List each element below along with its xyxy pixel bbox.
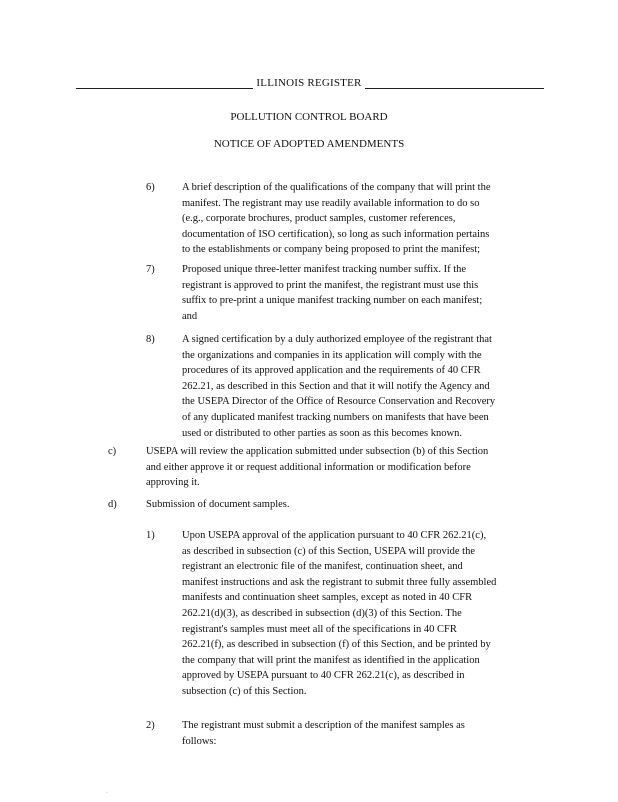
item-text xyxy=(182,718,572,749)
item-text xyxy=(182,262,562,324)
notice-title: NOTICE OF ADOPTED AMENDMENTS xyxy=(213,138,405,150)
text-line: Submission of document samples. xyxy=(146,499,290,510)
text-line: follows: xyxy=(182,735,217,747)
item-text xyxy=(182,180,562,258)
text-line: documentation of ISO certification), so long as such information pertains xyxy=(182,228,490,240)
text-line: the company that will print the manifest as identified in the application xyxy=(182,654,480,666)
text-line: suffix to pre-print a unique manifest tracking number on each manifest; xyxy=(182,295,483,307)
item-number: c) xyxy=(108,446,117,457)
item-number: 2) xyxy=(146,720,155,731)
text-line: procedures of its approved application and the requirements of 40 CFR xyxy=(182,365,481,377)
text-line: 262.21(d)(3), as described in subsection (d)(3) of this Section. The xyxy=(182,607,462,619)
text-line: as described in subsection (c) of this Section, USEPA will provide the xyxy=(182,545,475,557)
item-text xyxy=(146,497,566,513)
text-line: and xyxy=(182,310,198,322)
text-line: manifests and continuation sheet samples, except as noted in 40 CFR xyxy=(182,592,473,604)
text-line: used or distributed to other parties as soon as this becomes known. xyxy=(182,427,462,439)
text-line: approving it. xyxy=(146,477,200,489)
text-line: A signed certification by a duly authorized employee of the registrant that xyxy=(182,334,492,345)
text-line: Upon USEPA approval of the application pursuant to 40 CFR 262.21(c), xyxy=(182,530,487,541)
item-text xyxy=(146,444,566,491)
text-line: the organizations and companies in its application will comply with the xyxy=(182,349,482,361)
item-text xyxy=(182,332,562,441)
text-line: The registrant must submit a description of the manifest samples as xyxy=(182,720,465,731)
item-number: 6) xyxy=(146,182,155,193)
text-line: and either approve it or request additional information or modification before xyxy=(146,461,471,473)
item-number: 7) xyxy=(146,264,155,275)
register-title xyxy=(0,76,618,92)
text-line: 262.21(f), as described in subsection (f) of this Section, and be printed by xyxy=(182,639,491,651)
text-line: A brief description of the qualifications of the company that will print the xyxy=(182,182,491,193)
item-number: 8) xyxy=(146,334,155,345)
text-line: manifest instructions and ask the registrant to submit three fully assembled xyxy=(182,576,497,588)
text-line: registrant an electronic file of the manifest, continuation sheet, and xyxy=(182,561,463,573)
board-title: POLLUTION CONTROL BOARD xyxy=(230,111,388,123)
item-text xyxy=(182,528,572,700)
text-line: registrant is approved to print the manifest, the registrant must use this xyxy=(182,279,479,291)
scan-speck: · xyxy=(106,790,108,796)
text-line: (e.g., corporate brochures, product samples, customer references, xyxy=(182,213,456,225)
item-number: d) xyxy=(108,499,117,510)
text-line: registrant's samples must meet all of the specifications in 40 CFR xyxy=(182,623,457,635)
register-title-text: ILLINOIS REGISTER xyxy=(253,77,364,89)
text-line: USEPA will review the application submitted under subsection (b) of this Section xyxy=(146,446,489,457)
text-line: of any duplicated manifest tracking numbers on manifests that have been xyxy=(182,411,489,423)
text-line: Proposed unique three-letter manifest tracking number suffix. If the xyxy=(182,264,467,275)
item-number: 1) xyxy=(146,530,155,541)
text-line: the USEPA Director of the Office of Resource Conservation and Recovery xyxy=(182,396,496,408)
text-line: to the establishments or company being proposed to print the manifest; xyxy=(182,244,481,256)
text-line: subsection (c) of this Section. xyxy=(182,685,307,697)
text-line: approved by USEPA pursuant to 40 CFR 262.21(c), as described in xyxy=(182,670,465,682)
text-line: 262.21, as described in this Section and that it will notify the Agency and xyxy=(182,380,490,392)
text-line: manifest. The registrant may use readily available information to do so xyxy=(182,197,480,209)
